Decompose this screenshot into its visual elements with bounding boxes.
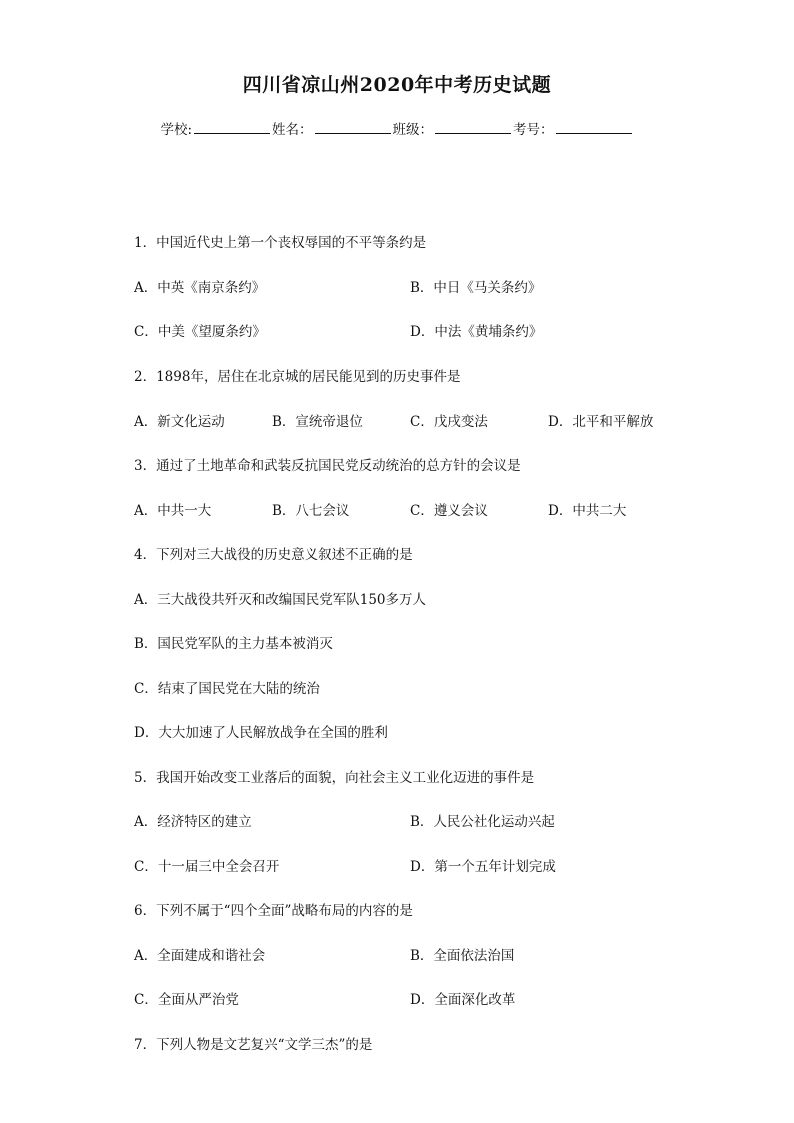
student-info-line [0, 118, 794, 138]
question-5-option-d: D．第一个五年计划完成 [410, 859, 556, 875]
question-4-option-c: C．结束了国民党在大陆的统治 [134, 681, 320, 697]
question-1-stem: 1．中国近代史上第一个丧权辱国的不平等条约是 [134, 235, 427, 251]
question-6-option-c: C．全面从严治党 [134, 992, 239, 1008]
class-blank [435, 120, 511, 134]
question-3-stem: 3．通过了土地革命和武装反抗国民党反动统治的总方针的会议是 [134, 458, 521, 474]
question-4-stem: 4．下列对三大战役的历史意义叙述不正确的是 [134, 547, 413, 563]
question-3-option-c: C．遵义会议 [410, 503, 488, 519]
question-5-option-b: B．人民公社化运动兴起 [410, 814, 555, 830]
question-6-option-d: D．全面深化改革 [410, 992, 516, 1008]
question-5-option-a: A．经济特区的建立 [134, 814, 252, 830]
question-5-stem: 5．我国开始改变工业落后的面貌，向社会主义工业化迈进的事件是 [134, 770, 535, 786]
question-3-option-b: B．八七会议 [272, 503, 350, 519]
school-blank [194, 120, 270, 134]
question-2-option-d: D．北平和平解放 [548, 414, 654, 430]
question-4-option-b: B．国民党军队的主力基本被消灭 [134, 636, 333, 652]
school-label: 学校: [160, 122, 193, 138]
question-3-option-d: D．中共二大 [548, 503, 627, 519]
question-1-option-c: C．中美《望厦条约》 [134, 324, 266, 340]
question-4-option-a: A．三大战役共歼灭和改编国民党军队150多万人 [134, 592, 427, 608]
question-6-stem: 6．下列不属于“四个全面”战略布局的内容的是 [134, 903, 413, 919]
question-1-option-a: A．中英《南京条约》 [134, 280, 266, 296]
name-label: 姓名： [272, 122, 313, 138]
page-title: 四川省凉山州2020年中考历史试题 [242, 74, 552, 96]
class-label: 班级： [392, 122, 434, 138]
question-2-option-b: B．宣统帝退位 [272, 414, 363, 430]
question-4-option-d: D．大大加速了人民解放战争在全国的胜利 [134, 725, 388, 741]
question-5-option-c: C．十一届三中全会召开 [134, 859, 280, 875]
question-1-option-b: B．中日《马关条约》 [410, 280, 542, 296]
number-label: 考号： [513, 122, 554, 138]
question-7-stem: 7．下列人物是文艺复兴“文学三杰”的是 [134, 1037, 373, 1053]
question-2-stem: 2．1898年，居住在北京城的居民能见到的历史事件是 [134, 369, 461, 385]
question-2-option-a: A．新文化运动 [134, 414, 225, 430]
number-blank [556, 120, 632, 134]
question-3-option-a: A．中共一大 [134, 503, 212, 519]
question-1-option-d: D．中法《黄埔条约》 [410, 324, 543, 340]
name-blank [315, 120, 391, 134]
question-6-option-b: B．全面依法治国 [410, 948, 515, 964]
question-2-option-c: C．戊戌变法 [410, 414, 488, 430]
question-6-option-a: A．全面建成和谐社会 [134, 948, 266, 964]
